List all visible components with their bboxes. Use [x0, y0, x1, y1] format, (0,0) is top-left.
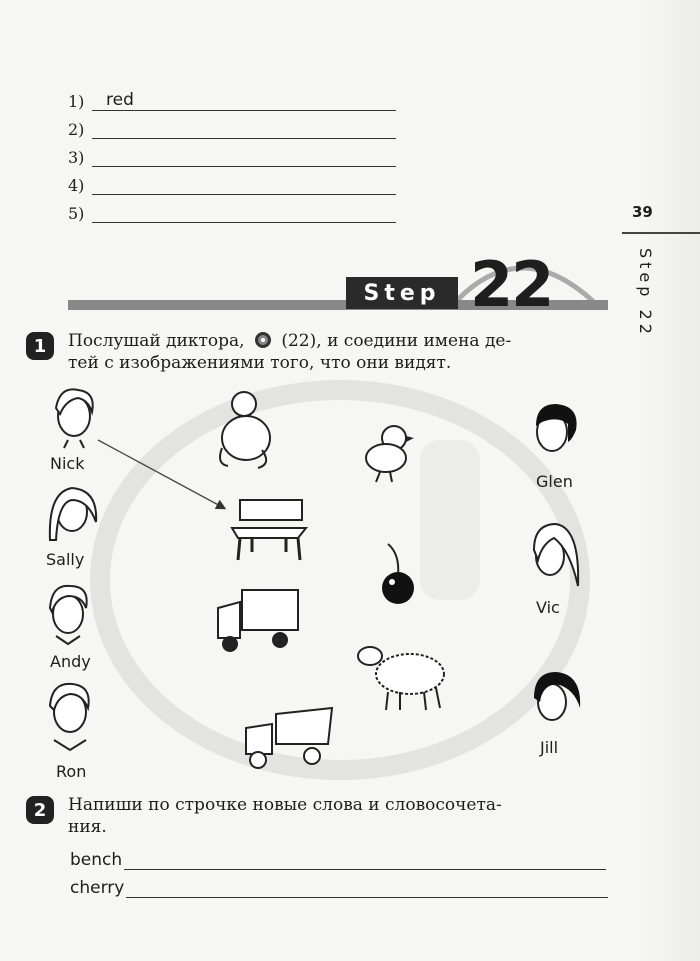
- answer-line-5: [68, 195, 396, 223]
- face-icon-vic: [524, 520, 584, 592]
- answer-field-2[interactable]: [92, 118, 396, 139]
- answer-field-5[interactable]: [92, 202, 396, 223]
- face-icon-jill: [526, 668, 586, 730]
- task-2-instruction: Напиши по строчке новые слова и словосочета- ния.: [68, 795, 502, 837]
- answer-line-3: [68, 139, 396, 167]
- face-icon-ron: [42, 680, 98, 754]
- write-row-cherry: [70, 878, 608, 898]
- child-name-ron: Ron: [56, 762, 87, 781]
- cd-icon: [254, 331, 272, 349]
- answer-line-4: [68, 167, 396, 195]
- line-number: 4): [68, 176, 85, 195]
- face-icon-andy: [42, 582, 96, 648]
- line-number: 1): [68, 92, 85, 111]
- handwritten-answer: red: [106, 90, 134, 110]
- line-number: 5): [68, 204, 85, 223]
- write-row-bench: [70, 850, 606, 870]
- child-name-andy: Andy: [50, 652, 91, 671]
- answer-lines: [68, 83, 396, 223]
- step-label: Step: [346, 277, 458, 309]
- answer-field-4[interactable]: [92, 174, 396, 195]
- write-word: cherry: [70, 878, 125, 898]
- child-name-nick: Nick: [50, 454, 85, 473]
- chick-picture[interactable]: [358, 420, 418, 484]
- connect-arrow-nick-bench: [94, 436, 234, 516]
- child-name-jill: Jill: [540, 738, 559, 757]
- answer-line-1: [68, 83, 396, 111]
- answer-field-1[interactable]: [92, 90, 396, 111]
- child-name-vic: Vic: [536, 598, 560, 617]
- child-name-glen: Glen: [536, 472, 573, 491]
- line-number: 2): [68, 120, 85, 139]
- answer-field-3[interactable]: [92, 146, 396, 167]
- write-field-cherry[interactable]: [126, 879, 608, 898]
- task-1-instruction: Послушай диктора, (22), и соедини имена де- тей с изображениями того, что они видят.: [68, 331, 512, 373]
- dumper-truck-picture[interactable]: [242, 704, 338, 770]
- bench-picture[interactable]: [228, 494, 310, 564]
- cherry-picture[interactable]: [376, 540, 422, 606]
- child-name-sally: Sally: [46, 550, 85, 569]
- write-field-bench[interactable]: [124, 851, 606, 870]
- task-1-badge: 1: [26, 332, 54, 360]
- page-number: 39: [632, 203, 653, 221]
- step-number: 22: [470, 248, 553, 321]
- side-divider: [622, 232, 700, 234]
- face-icon-glen: [528, 400, 584, 466]
- lamb-picture[interactable]: [352, 636, 450, 714]
- side-step-label: Step 22: [636, 248, 655, 338]
- line-number: 3): [68, 148, 85, 167]
- lorry-picture[interactable]: [214, 586, 302, 656]
- write-word: bench: [70, 850, 123, 870]
- answer-line-2: [68, 111, 396, 139]
- task-2-badge: 2: [26, 796, 54, 824]
- page-edge-shadow: [640, 0, 700, 961]
